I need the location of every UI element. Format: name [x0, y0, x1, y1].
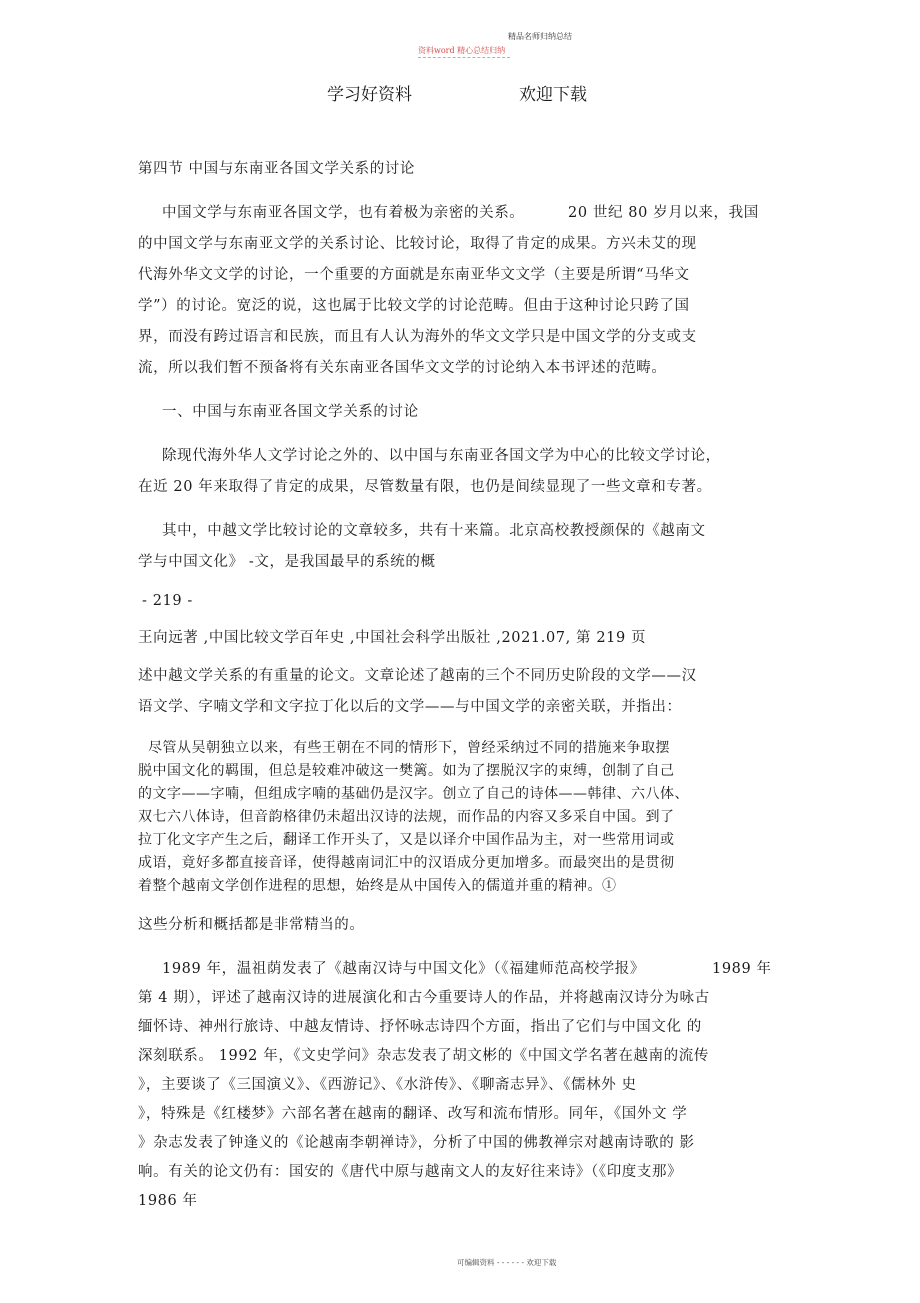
para5: 这些分析和概括都是非常精当的。: [138, 917, 365, 933]
para3-line: 其中，中越文学比较讨论的文章较多，共有十来篇。北京高校教授颜保的《越南文: [162, 523, 706, 539]
para2-line: 在近 20 年来取得了肯定的成果，尽管数量有限，也仍是间续显现了一些文章和专著。: [138, 479, 712, 495]
header-left: 学习好资料: [327, 85, 412, 105]
subheading: 一、中国与东南亚各国文学关系的讨论: [162, 404, 419, 420]
para6-line: 》，特殊是《红楼梦》六部名著在越南的翻译、改写和流布情形。同年，《国外文 学: [138, 1106, 688, 1122]
quote-line: 脱中国文化的羁围，但总是较难冲破这一樊篱。如为了摆脱汉字的束缚，创制了自己: [138, 763, 675, 779]
quote-line: 拉丁化文字产生之后，翻译工作开头了，又是以译介中国作品为主，对一些常用词或: [138, 832, 675, 848]
para4-line: 语文学、字喃文学和文字拉丁化以后的文学——与中国文学的亲密关联，并指出：: [138, 699, 682, 715]
para1-line: 中国文学与东南亚各国文学，也有着极为亲密的关系。: [162, 205, 525, 221]
para6-line: 缅怀诗、神州行旅诗、中越友情诗、抒怀咏志诗四个方面，指出了它们与中国文化 的: [138, 1019, 702, 1035]
para6-line: 1986 年: [138, 1193, 198, 1209]
section-title: 第四节 中国与东南亚各国文学关系的讨论: [138, 161, 416, 177]
quote-line: 尽管从吴朝独立以来，有些王朝在不同的情形下，曾经采纳过不同的措施来争取摆: [148, 740, 670, 756]
para6-line: 》杂志发表了钟逢义的《论越南李朝禅诗》，分析了中国的佛教禅宗对越南诗歌的 影: [138, 1135, 695, 1151]
para6-line: 响。有关的论文仍有：国安的《唐代中原与越南文人的友好往来诗》（《印度支那》: [138, 1164, 683, 1180]
para6-line: 第 4 期），评述了越南汉诗的进展演化和古今重要诗人的作品，并将越南汉诗分为咏古: [138, 990, 710, 1006]
para1-line: 界，而没有跨过语言和民族，而且有人认为海外的华文文学只是中国文学的分支或支: [138, 329, 697, 345]
para1-line: 流，所以我们暂不预备将有关东南亚各国华文文学的讨论纳入本书评述的范畴。: [138, 360, 667, 376]
para1-line: 学”）的讨论。宽泛的说，这也属于比较文学的讨论范畴。但由于这种讨论只跨了国: [138, 298, 690, 314]
para6-line: 1989 年: [712, 961, 772, 977]
page-footer: 可编辑资料 - - - - - - 欢迎下载: [457, 1258, 557, 1267]
para6-line: 1989 年，温祖荫发表了《越南汉诗与中国文化》（《福建师范高校学报》: [162, 961, 646, 977]
header-right: 欢迎下载: [519, 85, 587, 105]
para1-line: 代海外华文文学的讨论，一个重要的方面就是东南亚华文文学（主要是所谓“马华文: [138, 267, 690, 283]
quote-line: 的文字——字喃，但组成字喃的基础仍是汉字。创立了自己的诗体——韩律、六八体、: [138, 786, 689, 802]
para2-line: 除现代海外华人文学讨论之外的、以中国与东南亚各国文学为中心的比较文学讨论，: [162, 448, 721, 464]
para6-line: 深刻联系。 1992 年，《文史学问》杂志发表了胡文彬的《中国文学名著在越南的流传: [138, 1048, 709, 1064]
watermark-top: 精品名师归纳总结: [508, 32, 572, 41]
para1-line: 20 世纪 80 岁月以来，我国: [568, 205, 759, 221]
para3-line: 学与中国文化》 -文，是我国最早的系统的概: [138, 554, 436, 570]
para1-line: 的中国文学与东南亚文学的关系讨论、比较讨论，取得了肯定的成果。方兴未艾的现: [138, 236, 697, 252]
para4-line: 述中越文学关系的有重量的论文。文章论述了越南的三个不同历史阶段的文学——汉: [138, 668, 697, 684]
page-number: - 219 -: [142, 593, 193, 609]
quote-line: 成语，竟好多都直接音译，使得越南词汇中的汉语成分更加增多。而最突出的是贯彻: [138, 855, 675, 871]
quote-line: 双七六八体诗，但音韵格律仍未超出汉诗的法规，而作品的内容又多采自中国。到了: [138, 809, 675, 825]
para6-line: 》，主要谈了《三国演义》、《西游记》、《水浒传》、《聊斋志异》、《儒林外 史: [138, 1077, 637, 1093]
watermark-divider: [418, 57, 510, 58]
citation: 王向远著 ,中国比较文学百年史 ,中国社会科学出版社 ,2021.07, 第 219 页: [138, 630, 647, 646]
quote-line: 着整个越南文学创作进程的思想，始终是从中国传入的儒道并重的精神。①: [138, 878, 617, 894]
watermark-red: 资料word 精心总结归纳: [418, 46, 506, 55]
